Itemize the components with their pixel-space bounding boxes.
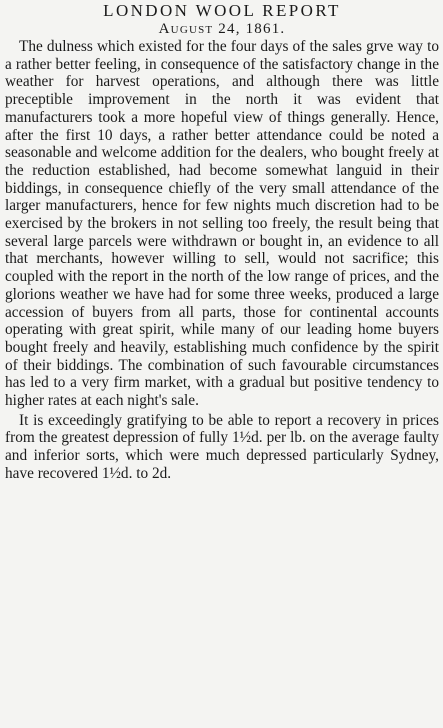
article-dateline (5, 20, 439, 38)
dateline-month: August (158, 21, 214, 37)
dateline-day-year: 24, 1861. (213, 21, 286, 37)
article-paragraph-1: The dulness which existed for the four days of the sales grve way to a rather better feeling, in consequence of the satisfactory change in the weather for harvest operations, and although there was little preceptible improvement in the north it was evident that manufacturers took a more hopeful view of things generally. Hence, after the first 10 days, a rather better attendance could be noted a seasonable and welcome addition for the dealers, who bought freely at the reduction established, had become somewhat languid in their biddings, in consequence chiefly of the very small attendance of the larger manufacturers, hence for few nights much discretion had to be exercised by the brokers in not selling too freely, the result being that several large parcels were withdrawn or bought in, an evidence to all that merchants, however willing to sell, would not sacrifice; this coupled with the report in the north of the low range of prices, and the glorions weather we have had for some three weeks, produced a large accession of buyers from all parts, those for continental accounts operating with great spirit, while many of our leading home buyers bought freely and heavily, establishing much confidence by the spirit of their biddings. The combination of such favourable circumstances has led to a very firm market, with a gradual but positive tendency to higher rates at each night's sale. (5, 38, 439, 410)
article-headline: LONDON WOOL REPORT (103, 1, 341, 20)
article-paragraph-2: It is exceedingly gratifying to be able to report a recovery in prices from the greatest depression of fully 1½d. per lb. on the average faulty and inferior sorts, which were much depressed particularly Sydney, have recovered 1½d. to 2d. (5, 411, 439, 482)
